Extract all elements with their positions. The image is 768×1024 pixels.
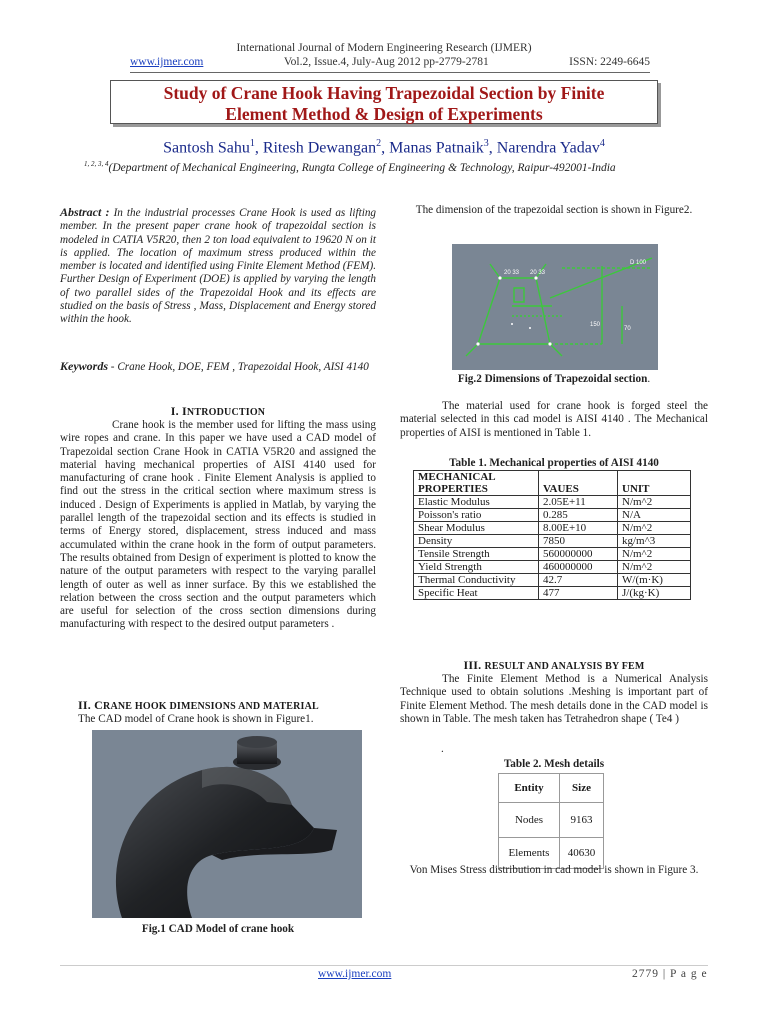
section-title-first: I — [182, 404, 187, 418]
table-cell: Yield Strength — [414, 561, 539, 574]
table-row — [414, 522, 691, 535]
table-header-cell: MECHANICAL PROPERTIES — [414, 471, 539, 496]
table-cell: 8.00E+10 — [539, 522, 618, 535]
table-row — [499, 803, 604, 838]
footer-url-link[interactable]: www.ijmer.com — [318, 968, 392, 980]
dim-label: 150 — [590, 322, 601, 328]
table-cell: N/m^2 — [618, 522, 691, 535]
section-title: RESULT AND ANALYSIS BY FEM — [484, 661, 645, 672]
dim-label: 20 33 — [504, 270, 520, 276]
table-cell: N/m^2 — [618, 561, 691, 574]
table-cell: Poisson's ratio — [414, 509, 539, 522]
dimensions-paragraph: The CAD model of Crane hook is shown in Figure1. — [78, 713, 314, 725]
author-name: Manas Patnaik — [389, 139, 484, 157]
table-cell: Specific Heat — [414, 587, 539, 600]
table-cell: kg/m^3 — [618, 535, 691, 548]
table-cell: 9163 — [560, 803, 604, 838]
crane-hook-render-image — [92, 730, 362, 918]
table-cell: 460000000 — [539, 561, 618, 574]
dim-label: 20 33 — [530, 270, 546, 276]
trapezoid-intro-paragraph: The dimension of the trapezoidal section is shown in Figure2. — [415, 204, 693, 216]
journal-volume: Vol.2, Issue.4, July-Aug 2012 pp-2779-2781 — [283, 56, 489, 68]
abstract-label: Abstract : — [60, 205, 110, 219]
table-cell: 477 — [539, 587, 618, 600]
table-cell: 40630 — [560, 838, 604, 869]
dim-label: D 100 — [630, 260, 647, 266]
introduction-paragraph: Crane hook is the member used for lifting the mass using wire ropes and crane. In this paper we have used a CAD model of Trapezoidal section Crane Hook in CATIA V5R20 and assigned the material having mechanical properties of AISI 4140 used for manufacturing of crane hook . Finite Element Analysis is applied to find out the stress in the critical section where maximum stress is induced . Design of Experiments is applied in Matlab, by varying the parallel length of the trapezoidal section and its effects is studied in terms of Energy stored, displacement, stress induced and mass accumulated within the crane hook in the form of output parameters. The results obtained from Design of experiment is plotted to know the nature of the output parameters with respect to the varying parallel length of outer as well as inner surface. By this we established the relation between the cross section and the output parameters which are useful for selection of the cross section dimensions during manufacturing with respect to the desired output parameters . — [60, 419, 376, 631]
keywords-text: Crane Hook, DOE, FEM , Trapezoidal Hook, AISI 4140 — [117, 361, 369, 373]
section-title-rest: NTRODUCTION — [186, 407, 266, 418]
von-mises-paragraph: Von Mises Stress distribution in cad model is shown in Figure 3. — [409, 864, 699, 876]
trapezoid-dimension-drawing — [452, 244, 658, 370]
dim-label: 70 — [624, 326, 631, 332]
journal-issn: ISSN: 2249-6645 — [569, 56, 650, 68]
author-sup: 2 — [376, 138, 382, 149]
figure-1-caption: Fig.1 CAD Model of crane hook — [141, 923, 295, 935]
author-sup: 4 — [599, 138, 605, 149]
table-cell: 7850 — [539, 535, 618, 548]
affiliation-text: (Department of Mechanical Engineering, Rungta College of Engineering & Technology, Raipur-492001-India — [108, 161, 616, 174]
author-sup: 1 — [249, 138, 255, 149]
author-sup: 3 — [483, 138, 489, 149]
table-row — [414, 535, 691, 548]
table-row — [414, 561, 691, 574]
table-row — [414, 587, 691, 600]
table-cell: Density — [414, 535, 539, 548]
author-name: Santosh Sahu — [163, 139, 250, 157]
table-row — [414, 496, 691, 509]
table-cell: Tensile Strength — [414, 548, 539, 561]
section-title-first: C — [94, 698, 104, 712]
table-1-caption: Table 1. Mechanical properties of AISI 4140 — [449, 457, 659, 469]
author-name: Ritesh Dewangan — [262, 139, 377, 157]
section-heading-dimensions — [78, 698, 378, 713]
table-row — [414, 574, 691, 587]
figure-1-cad-model — [92, 730, 362, 918]
journal-name: International Journal of Modern Engineering Research (IJMER) — [236, 42, 532, 54]
figure-2-dimensions — [452, 244, 658, 370]
section-number: III. — [463, 658, 482, 672]
affiliation-sup: 1, 2, 3, 4 — [84, 160, 109, 168]
table-cell: N/m^2 — [618, 496, 691, 509]
table-cell: J/(kg·K) — [618, 587, 691, 600]
table-cell: N/m^2 — [618, 548, 691, 561]
section-heading-results — [400, 658, 708, 673]
footer-page-number: 2779 | P a g e — [632, 968, 708, 980]
table-header-cell: VAUES — [539, 471, 618, 496]
figure-2-caption — [400, 373, 708, 386]
table-header-cell: UNIT — [618, 471, 691, 496]
table-cell: W/(m·K) — [618, 574, 691, 587]
section-heading-introduction — [60, 404, 376, 419]
table-header-row — [414, 471, 691, 496]
section-number: I. — [170, 404, 179, 418]
section-number: II. — [78, 698, 91, 712]
table-row — [414, 509, 691, 522]
table-2-mesh-details — [498, 773, 604, 869]
title-line-2: Element Method & Design of Experiments — [225, 104, 543, 124]
abstract-text: In the industrial processes Crane Hook is used as lifting member. In the present paper crane hook of trapezoidal section is modeled in CATIA V5R20, then 2 ton load equivalent to 19620 N on it is applied. The location of maximum stress produced within the member is located and identified using Finite Element Method (FEM). Further Design of Experiment (DOE) is applied by varying the length of two parallel sides of the Trapezoidal Hook and its effects are studied on the basis of Stress , Mass, Displacement and Energy stored within the hook. — [60, 207, 377, 326]
keywords-paragraph — [60, 360, 376, 374]
table-cell: Shear Modulus — [414, 522, 539, 535]
figure-2-caption-end: . — [647, 373, 651, 385]
table-cell: Nodes — [499, 803, 560, 838]
table-header-row — [499, 774, 604, 803]
table-row — [414, 548, 691, 561]
paper-title — [110, 80, 658, 124]
table-cell: 560000000 — [539, 548, 618, 561]
header-divider — [130, 72, 650, 73]
table-header-cell: Size — [560, 774, 604, 803]
author-name: Narendra Yadav — [496, 139, 600, 157]
results-paragraph: The Finite Element Method is a Numerical Analysis Technique used to obtain solutions .Meshing is important part of Finite Element Method. The mesh details done in the CAD model is shown in Table. The mesh taken has Tetrahedron shape ( Te4 ) — [400, 673, 708, 725]
abstract-paragraph — [60, 206, 376, 327]
table-cell: 2.05E+11 — [539, 496, 618, 509]
title-line-1: Study of Crane Hook Having Trapezoidal Section by Finite — [163, 83, 605, 103]
affiliation — [84, 160, 616, 174]
table-cell: 42.7 — [539, 574, 618, 587]
table-2-caption: Table 2. Mesh details — [503, 758, 605, 770]
table-1-mechanical-properties — [413, 470, 691, 600]
journal-meta-line — [130, 56, 650, 68]
table-cell: Elements — [499, 838, 560, 869]
table-cell: 0.285 — [539, 509, 618, 522]
section-title-rest: RANE HOOK DIMENSIONS AND MATERIAL — [103, 701, 319, 712]
table-cell: Elastic Modulus — [414, 496, 539, 509]
material-paragraph: The material used for crane hook is forged steel the material selected in this cad model is AISI 4140 . The Mechanical properties of AISI is mentioned in Table 1. — [400, 400, 708, 439]
journal-url-link[interactable]: www.ijmer.com — [130, 56, 204, 68]
footer-divider — [60, 965, 708, 966]
table-cell: Thermal Conductivity — [414, 574, 539, 587]
keywords-label: Keywords — [60, 359, 108, 373]
table-header-cell: Entity — [499, 774, 560, 803]
figure-2-caption-bold: Fig.2 Dimensions of Trapezoidal section — [457, 373, 648, 385]
keywords-sep: - — [108, 361, 118, 373]
author-list: Santosh Sahu$^1$, Ritesh Dewangan$^2$, Manas Patnaik$^3$, Narendra Yadav$^4$ — [163, 138, 605, 157]
table-cell: N/A — [618, 509, 691, 522]
results-trailing-dot: . — [441, 743, 444, 755]
